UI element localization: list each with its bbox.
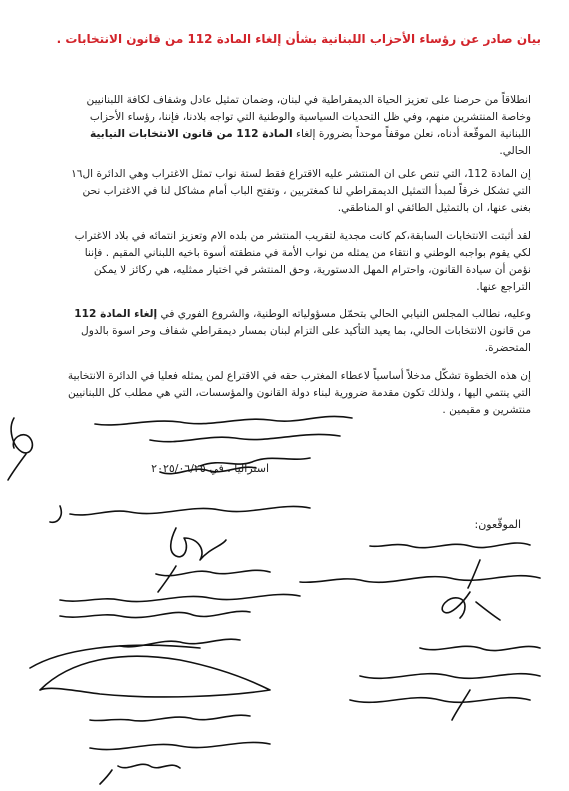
signature-left-2 (50, 467, 310, 522)
paragraph-5: إن هذه الخطوة تشكّل مدخلاً أساسياً لاعطاء المغترب حقه في الاقتراع لمن يمثله فعليا في الدائرة الانتخابية التي ينتمي اليها ، ولذلك تكون مقدمة ضرورية لبناء دولة القانون والمؤسسات، التي هي مطلب كل اللبنانيين منتشرين و مقيمين . (67, 370, 531, 416)
paragraph-2: إن المادة 112، التي تنص على ان المنتشر عليه الاقتراع فقط لستة نواب تمثل الاغتراب وهي الدائرة ال١٦ التي تشكل خرقاً لمبدأ التمثيل الديمقراطي لنا كمغتربين ، وتفتح الباب أمام مشاكل لنا في الاغتراب نحن بغنى عنها، ان بالتمثيل الطائفي او المناطقي. (71, 168, 531, 214)
signature-left-4 (60, 566, 300, 602)
signers-label: الموقّعون: (474, 518, 521, 531)
paragraph-4-text: وعليه، نطالب المجلس النيابي الحالي بتحمّل مسؤولياته الوطنية، والشروع الفوري في (160, 308, 531, 320)
signature-right-1 (300, 543, 540, 588)
date-line: استراليا . في ٢٠٢٥/٠٦/٢٥ (151, 462, 269, 475)
signature-left-5 (30, 611, 270, 697)
signature-left-6 (90, 715, 270, 784)
paragraph-1-text: انطلاقاً من حرصنا على تعزيز الحياة الديمقراطية في لبنان، وضمان تمثيل عادل وشفاف لكافة اللبنانيين وخاصة المنتشرين منهم، وفي ظل التحديات السياسية والوطنية التي تواجه بلادنا، فإننا، رؤساء الأحزاب اللبنانية الموقّعة أدناه، نعلن موقفاً موحداً بضرورة إلغاء (86, 94, 531, 140)
signature-left-1 (8, 416, 352, 480)
paragraph-4-end: من قانون الانتخابات الحالي، بما يعيد التأكيد على التزام لبنان بمسار ديمقراطي شفاف وحر اسوة بالدول المتحضرة. (81, 325, 531, 354)
signature-left-3 (171, 528, 226, 560)
paragraph-3: لقد أثبتت الانتخابات السابقة،كم كانت مجدية لتقريب المنتشر من بلده الام وتعزيز انتمائه في بلاد الاغتراب لكي يقوم بواجبه الوطني و انتقاء من يمثله من نواب الأمة في منطقته أسوة باخيه اللبناني المقيم . فإننا نؤمن أن سيادة القانون، واحترام المهل الدستورية، وحق المنتشر في اختيار ممثليه، هي ركائز لا يمكن التراجع عنها. (74, 230, 531, 293)
paragraph-1-end: الحالي. (499, 145, 531, 157)
statement-title: بيان صادر عن رؤساء الأحزاب اللبنانية بشأن إلغاء المادة 112 من قانون الانتخابات . (56, 32, 541, 46)
signature-right-3 (350, 646, 540, 720)
paragraph-1-bold: المادة 112 من قانون الانتخابات النيابية (89, 128, 293, 140)
signature-right-2 (442, 592, 500, 620)
paragraph-4-bold: إلغاء المادة 112 (74, 308, 158, 320)
